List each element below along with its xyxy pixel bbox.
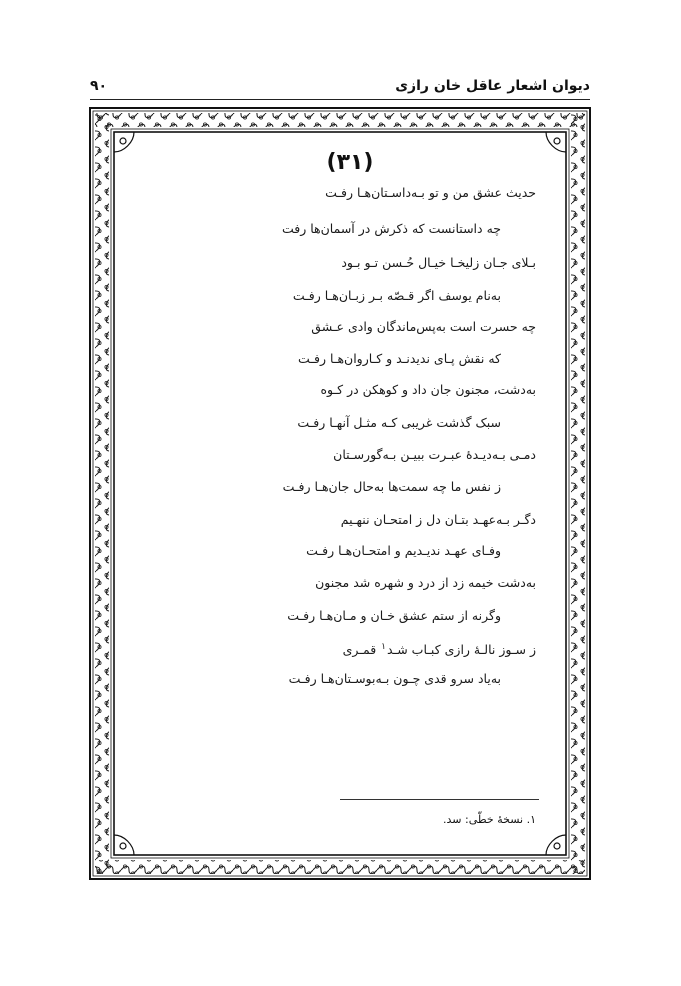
verse-8-second: به‌یاد سرو قدی چـون بـه‌بوسـتان‌هـا رفـت [288, 671, 501, 686]
page-header [90, 74, 590, 100]
verse-3-first: چه حسرت است به‌پس‌ماندگان وادی عـشق [311, 319, 536, 334]
page-number: ۹۰ [90, 78, 108, 94]
book-title: دیوان اشعار عاقل خان رازی [395, 78, 590, 94]
header-rule [90, 99, 590, 100]
verse-8-first-end: قمـری [342, 642, 377, 658]
footnote-rule [340, 799, 539, 800]
verse-5-second: ز نفس ما چه سمت‌ها به‌حال جان‌هـا رفـت [282, 479, 501, 494]
verse-8-first-text: ز سـوز نالـۀ رازی کبـاب شـد [387, 642, 536, 658]
verse-6-first: دگـر بـه‌عهـد بتـان دل ز امتحـان ننهـیم [340, 512, 536, 527]
verse-1-second: چه داستانست که ذکرش در آسمان‌ها رفت [281, 221, 501, 236]
verse-2-second: به‌نام یوسف اگر قـصّه بـر زبـان‌هـا رفـت [292, 288, 501, 303]
verse-8-first [343, 637, 536, 660]
footnote-reference: ۱ [381, 642, 387, 652]
verse-7-second: وگرنه از ستم عشق خـان و مـان‌هـا رفـت [287, 608, 501, 623]
verse-3-second: که نقش پـای ندیدنـد و کـاروان‌هـا رفـت [298, 351, 501, 366]
verse-6-second: وفـای عهـد ندیـدیم و امتحـان‌هـا رفـت [306, 543, 501, 558]
verse-4-second: سبک گذشت غریبی کـه مثـل آنهـا رفـت [297, 415, 501, 430]
verse-5-first: دمـی بـه‌دیـدۀ عبـرت ببیـن بـه‌گورسـتان [333, 447, 536, 462]
footnote: ۱. نسخۀ خطّی: سد. [443, 813, 536, 826]
verse-2-first: بـلای جـان زلیخـا خیـال حُـسن تـو بـود [341, 255, 536, 270]
verse-7-first: به‌دشت خیمه زد از درد و شهره شد مجنون [315, 575, 536, 590]
verse-4-first: به‌دشت، مجنون جان داد و کوهکن در کـوه [320, 382, 536, 397]
verse-1-first: حدیث عشق من و تو بـه‌داسـتان‌هـا رفـت [325, 185, 536, 200]
poem-number: (۳۱) [326, 150, 374, 175]
